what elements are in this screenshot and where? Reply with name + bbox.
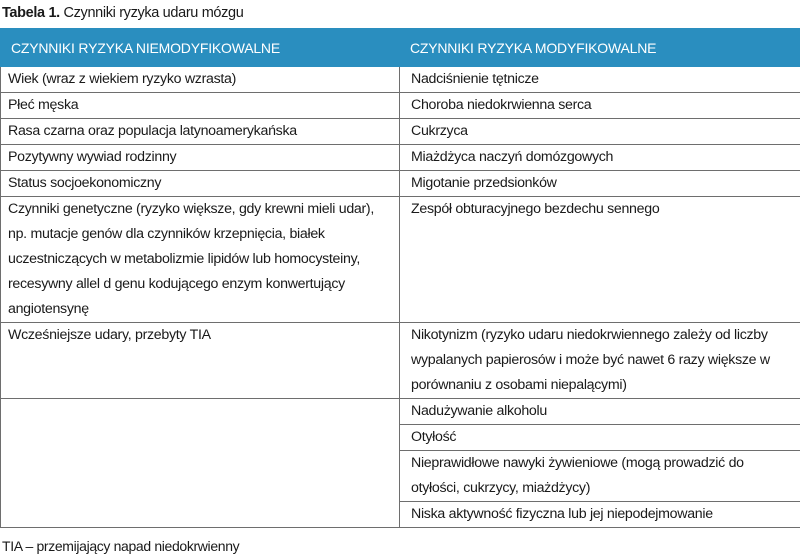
table-cell: Wiek (wraz z wiekiem ryzyko wzrasta) — [1, 67, 400, 93]
caption-label: Tabela 1. — [2, 5, 60, 21]
table-cell: Migotanie przedsionków — [400, 171, 800, 197]
table-cell: Pozytywny wywiad rodzinny — [1, 145, 400, 171]
risk-factors-table — [0, 28, 800, 528]
table-cell: Cukrzyca — [400, 119, 800, 145]
table-row — [1, 399, 800, 425]
table-cell: Płeć męska — [1, 93, 400, 119]
header-non-modifiable: CZYNNIKI RYZYKA NIEMODYFIKOWALNE — [1, 29, 400, 67]
table-cell: Rasa czarna oraz populacja latynoamerykańska — [1, 119, 400, 145]
table-cell: Status socjoekonomiczny — [1, 171, 400, 197]
table-cell: Miażdżyca naczyń domózgowych — [400, 145, 800, 171]
table-cell: Otyłość — [400, 425, 800, 451]
table-row — [1, 145, 800, 171]
table-cell-empty — [1, 399, 400, 528]
table-footnote: TIA – przemijający napad niedokrwienny — [2, 538, 240, 554]
table-header-row — [1, 29, 800, 67]
table-cell: Niska aktywność fizyczna lub jej niepodejmowanie — [400, 502, 800, 528]
caption-text: Czynniki ryzyka udaru mózgu — [63, 5, 244, 21]
table-row — [1, 323, 800, 399]
table-caption — [2, 4, 243, 22]
table-row — [1, 93, 800, 119]
table-cell: Choroba niedokrwienna serca — [400, 93, 800, 119]
table-row — [1, 171, 800, 197]
table-row — [1, 119, 800, 145]
table-cell: Nieprawidłowe nawyki żywieniowe (mogą prowadzić do otyłości, cukrzycy, miażdżycy) — [400, 451, 800, 502]
table-cell: Nadużywanie alkoholu — [400, 399, 800, 425]
table-cell: Czynniki genetyczne (ryzyko większe, gdy krewni mieli udar), np. mutacje genów dla czynników krzepnięcia, białek uczestniczących w metabolizmie lipidów lub homocysteiny, recesywny allel d genu kodującego enzym konwertujący angiotensynę — [1, 197, 400, 323]
table-cell: Zespół obturacyjnego bezdechu sennego — [400, 197, 800, 323]
header-modifiable: CZYNNIKI RYZYKA MODYFIKOWALNE — [400, 29, 800, 67]
table-cell: Nadciśnienie tętnicze — [400, 67, 800, 93]
table-cell: Nikotynizm (ryzyko udaru niedokrwiennego zależy od liczby wypalanych papierosów i może być nawet 6 razy większe w porównaniu z osobami niepalącymi) — [400, 323, 800, 399]
table-cell: Wcześniejsze udary, przebyty TIA — [1, 323, 400, 399]
table-row — [1, 197, 800, 323]
table-row — [1, 67, 800, 93]
